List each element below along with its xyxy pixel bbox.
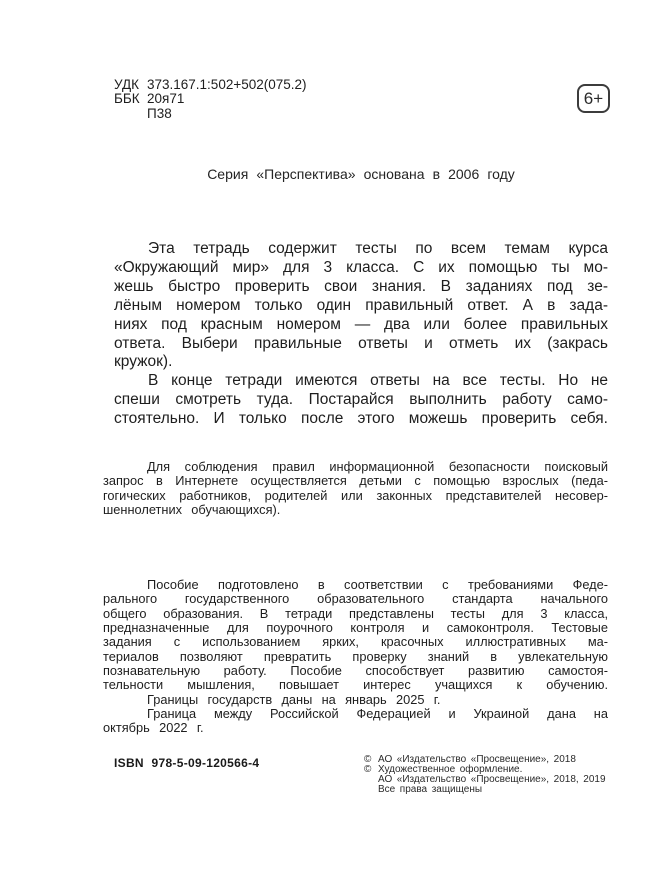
author-sign-row	[114, 107, 307, 121]
intro-line: кружок).	[114, 353, 173, 371]
bibliographic-codes	[114, 78, 307, 121]
bbk-row	[114, 92, 307, 106]
isbn: ISBN 978-5-09-120566-4	[114, 756, 260, 770]
annotation-line: предназначенные для поурочного контроля и самоконтроля. Тестовые	[103, 620, 608, 636]
annotation-line: рального государственного образовательного стандарта начального	[103, 591, 608, 607]
series-note: Серия «Перспектива» основана в 2006 году	[207, 166, 515, 182]
intro-line: лёным номером только один правильный ответ. А в зада-	[114, 296, 608, 314]
annotation-block	[103, 578, 608, 736]
annotation-line: общего образования. В тетради представлены тесты для 3 класса,	[103, 605, 608, 621]
copyright-row	[364, 785, 612, 795]
author-sign: П38	[147, 105, 172, 121]
safety-line: гогических работников, родителей или законных представителей несовер-	[103, 487, 608, 503]
intro-line: стоятельно. И только после этого можешь проверить себя.	[114, 410, 608, 428]
age-rating-badge: 6+	[577, 84, 610, 113]
copyright-line: Все права защищены	[378, 784, 483, 795]
intro-line: ниях под красным номером — два или более правильных	[114, 315, 608, 333]
udk-row	[114, 78, 307, 92]
copyright-symbol-spacer	[364, 775, 378, 785]
intro-line: спеши смотреть туда. Постарайся выполнить работу само-	[114, 391, 608, 409]
annotation-line: Пособие подготовлено в соответствии с требованиями Феде-	[147, 577, 608, 592]
intro-text-block	[114, 240, 608, 429]
safety-line: запрос в Интернете осуществляется детьми с помощью взрослых (педа-	[103, 473, 608, 489]
intro-line: Эта тетрадь содержит тесты по всем темам курса	[148, 240, 608, 257]
copyright-line: АО «Издательство «Просвещение», 2018, 2019	[378, 774, 606, 785]
copyright-symbol-spacer	[364, 785, 378, 795]
udk-label: УДК	[114, 77, 139, 92]
info-safety-note	[103, 460, 608, 518]
safety-line: Для соблюдения правил информационной безопасности поисковый	[147, 459, 608, 474]
annotation-line: октябрь 2022 г.	[103, 720, 204, 736]
intro-line: «Окружающий мир» для 3 класса. С их помощью ты мо-	[114, 258, 608, 276]
bbk-value: 20я71	[147, 91, 185, 107]
annotation-line: Граница между Российской Федерацией и Украиной дана на	[147, 706, 608, 722]
copyright-symbol: ©	[364, 754, 372, 765]
annotation-line: Границы государств даны на январь 2025 г.	[147, 691, 441, 707]
annotation-line: тельности мышления, повышает интерес учащихся к обучению.	[103, 677, 608, 693]
intro-line: В конце тетради имеются ответы на все тесты. Но не	[148, 372, 608, 390]
intro-line: ответа. Выбери правильные ответы и отметь их (закрась	[114, 334, 608, 352]
udk-value: 373.167.1:502+502(075.2)	[147, 77, 307, 92]
annotation-line: териалов позволяют превратить проверку знаний в увлекательную	[103, 648, 608, 664]
copyright-block	[364, 755, 612, 795]
annotation-line: задания с использованием ярких, красочных иллюстративных ма-	[103, 634, 608, 650]
copyright-symbol: ©	[364, 764, 372, 775]
safety-line: шеннолетних обучающихся).	[103, 502, 281, 518]
copyright-line: Художественное оформление.	[378, 764, 523, 775]
annotation-line: познавательную работу. Пособие способствует развитию самостоя-	[103, 663, 608, 679]
intro-line: жешь быстро проверить свои знания. В заданиях под зе-	[114, 277, 608, 295]
bbk-label: ББК	[114, 91, 140, 107]
copyright-line: АО «Издательство «Просвещение», 2018	[378, 754, 576, 765]
